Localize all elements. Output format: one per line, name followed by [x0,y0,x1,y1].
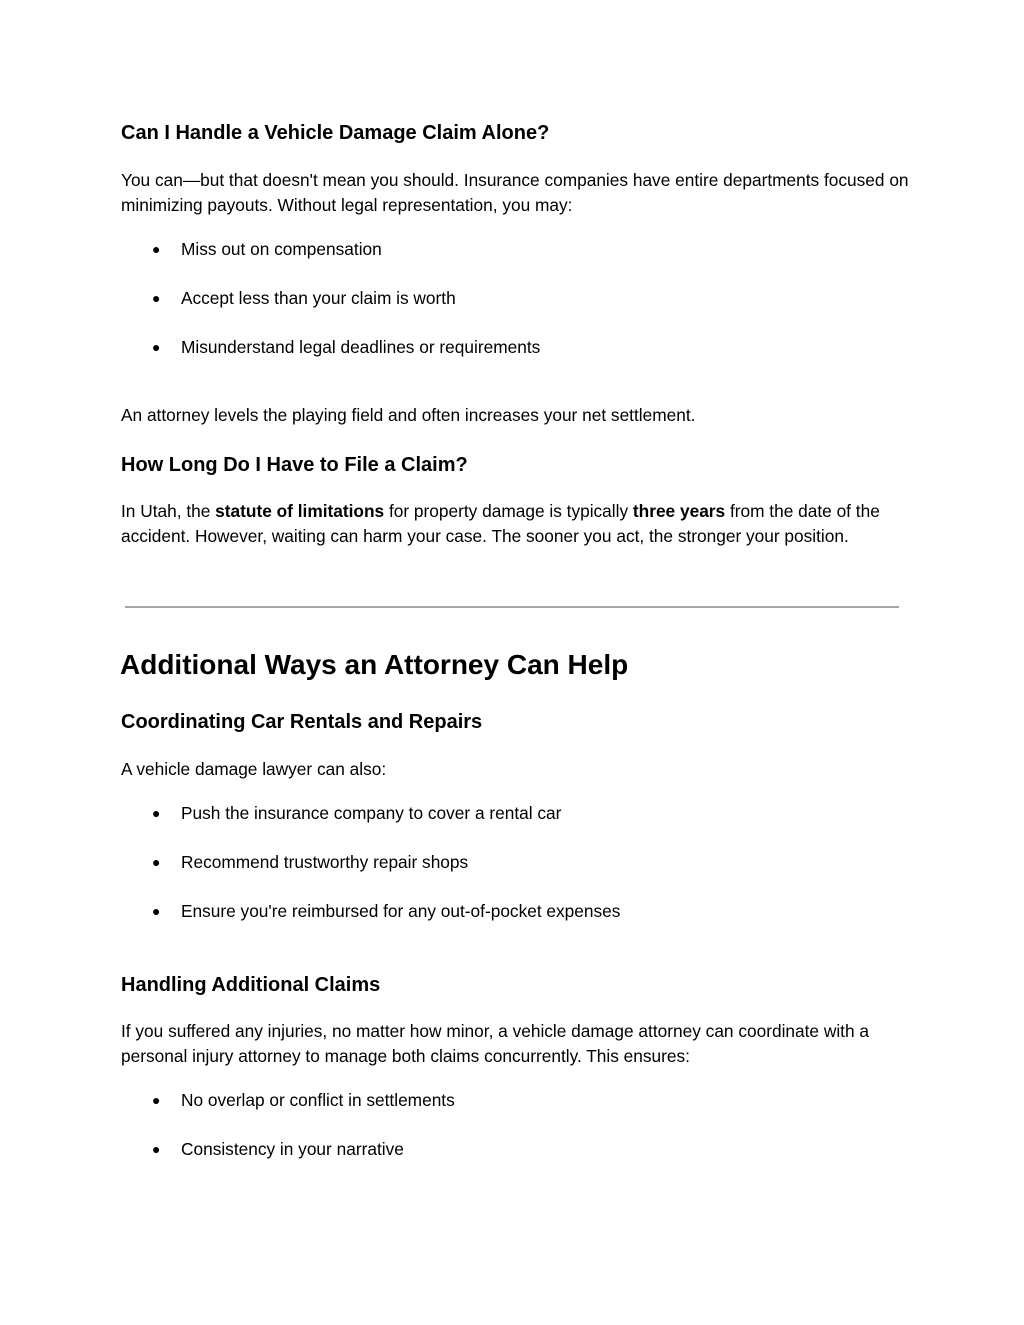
horizontal-divider [125,606,899,608]
bullet-icon: ● [152,241,161,257]
bullet-icon: ● [152,903,161,919]
list-item [152,335,540,359]
list-item-text: Miss out on compensation [181,239,382,259]
list-item [152,801,561,825]
list-item-text: Recommend trustworthy repair shops [181,852,469,872]
bullet-icon: ● [152,854,161,870]
list-item-text: Ensure you're reimbursed for any out-of-pocket expenses [181,901,621,921]
paragraph-handle-alone-conclusion: An attorney levels the playing field and often increases your net settlement. [121,405,696,425]
bullet-icon: ● [152,1092,161,1108]
list-item [152,237,382,261]
list-item [152,1137,404,1161]
list-item [152,1088,455,1112]
paragraph-text: from the date of the accident. However, waiting can harm your case. The sooner you act, the stronger your position. [121,501,880,546]
paragraph-text: In Utah, the [121,501,216,521]
bullet-icon: ● [152,805,161,821]
bold-statute-of-limitations: statute of limitations [215,501,385,521]
bullet-icon: ● [152,1141,161,1157]
list-item [152,850,468,874]
list-item [152,899,620,923]
list-item-text: No overlap or conflict in settlements [181,1090,455,1110]
list-item [152,286,456,310]
list-item-text: Accept less than your claim is worth [181,288,456,308]
bold-three-years: three years [632,501,726,521]
list-item-text: Misunderstand legal deadlines or requirements [181,337,541,357]
paragraph-statute-of-limitations [121,499,911,548]
list-item-text: Consistency in your narrative [181,1139,404,1159]
paragraph-text: for property damage is typically [384,501,633,521]
paragraph-handle-alone-intro: You can—but that doesn't mean you should. Insurance companies have entire departments focused on minimizing payouts. Without legal representation, you may: [121,170,909,215]
bullet-icon: ● [152,339,161,355]
list-item-text: Push the insurance company to cover a rental car [181,803,562,823]
paragraph-lawyer-can-also: A vehicle damage lawyer can also: [121,759,387,779]
bullet-icon: ● [152,290,161,306]
section-heading-additional-claims: Handling Additional Claims [121,974,381,996]
page-section-title: Additional Ways an Attorney Can Help [120,649,629,680]
section-heading-file-claim-deadline: How Long Do I Have to File a Claim? [121,454,468,476]
section-heading-handle-claim-alone: Can I Handle a Vehicle Damage Claim Alone? [121,122,550,144]
section-heading-car-rentals-repairs: Coordinating Car Rentals and Repairs [121,711,483,733]
paragraph-injury-coordination: If you suffered any injuries, no matter how minor, a vehicle damage attorney can coordinate with a personal injury attorney to manage both claims concurrently. This ensures: [121,1021,869,1066]
